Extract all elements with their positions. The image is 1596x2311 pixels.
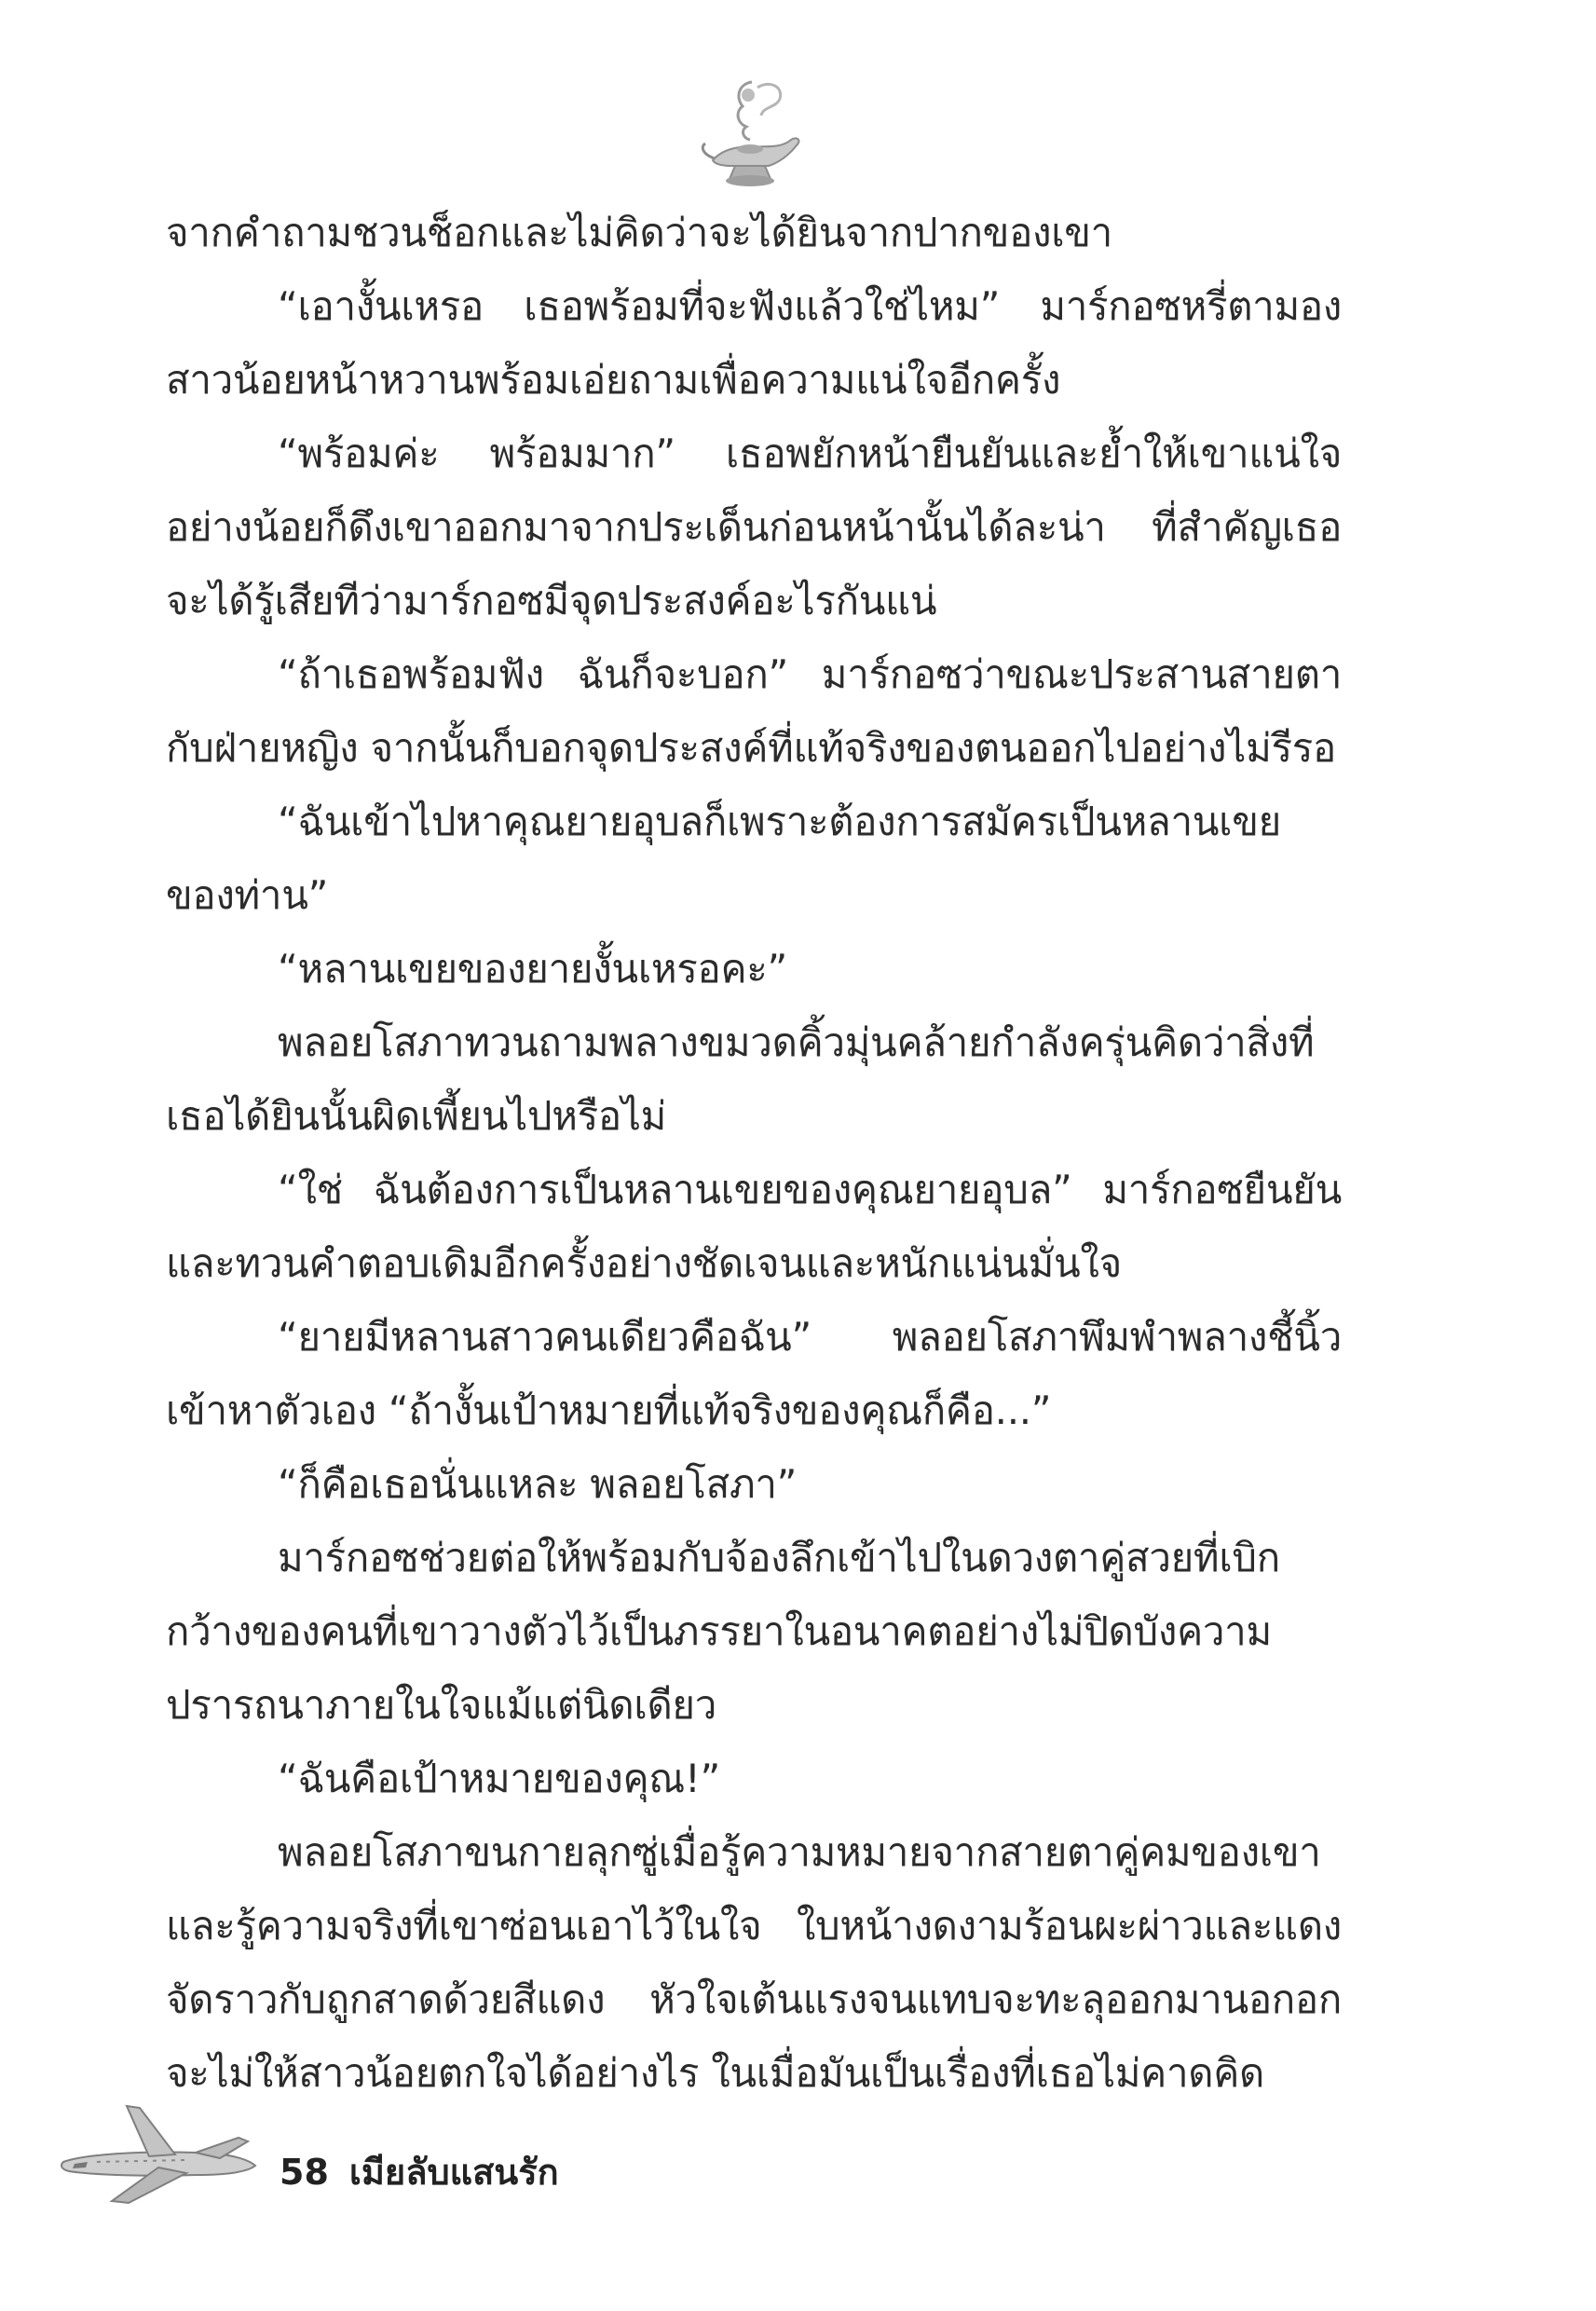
paragraph: “เอางั้นเหรอ เธอพร้อมที่จะฟังแล้วใช่ไหม” มาร์กอซหรี่ตามองสาวน้อยหน้าหวานพร้อมเอ่ยถามเพื่อความแน่ใจอีกครั้ง bbox=[166, 283, 1342, 403]
paragraph: พลอยโสภาขนกายลุกซู่เมื่อรู้ความหมายจากสายตาคู่คมของเขาและรู้ความจริงที่เขาซ่อนเอาไว้ในใจ ใบหน้างดงามร้อนผะผ่าวและแดงจัดราวกับถูกสาดด้วยสีแดง หัวใจเต้นแรงจนแทบจะทะลุออกมานอกอกจะไม่ให้สาวน้อยตกใจได้อย่างไร ในเมื่อมันเป็นเรื่องที่เธอไม่คาดคิด bbox=[166, 1829, 1342, 2096]
paragraph: “ฉันเข้าไปหาคุณยายอุบลก็เพราะต้องการสมัครเป็นหลานเขยของท่าน” bbox=[166, 799, 1281, 918]
paragraph: “ถ้าเธอพร้อมฟัง ฉันก็จะบอก” มาร์กอซว่าขณะประสานสายตากับฝ่ายหญิง จากนั้นก็บอกจุดประสงค์ที่แท้จริงของตนออกไปอย่างไม่รีรอ bbox=[166, 651, 1342, 771]
paragraph: “หลานเขยของยายงั้นเหรอคะ” bbox=[278, 946, 787, 991]
paragraph: “พร้อมค่ะ พร้อมมาก” เธอพยักหน้ายืนยันและย้ำให้เขาแน่ใจอย่างน้อยก็ดึงเขาออกมาจากประเด็นก่อนหน้านั้นได้ละน่า ที่สำคัญเธอจะได้รู้เสียทีว่ามาร์กอซมีจุดประสงค์อะไรกันแน่ bbox=[166, 431, 1342, 623]
page-number: 58 bbox=[280, 2152, 329, 2193]
paragraph: “ใช่ ฉันต้องการเป็นหลานเขยของคุณยายอุบล” มาร์กอซยืนยันและทวนคำตอบเดิมอีกครั้งอย่างชัดเจนและหนักแน่นมั่นใจ bbox=[166, 1167, 1342, 1286]
body-text bbox=[166, 196, 1342, 2110]
paragraph: “ยายมีหลานสาวคนเดียวคือฉัน” พลอยโสภาพึมพำพลางชี้นิ้วเข้าหาตัวเอง “ถ้างั้นเป้าหมายที่แท้จริงของคุณก็คือ...” bbox=[166, 1314, 1342, 1433]
paragraph: จากคำถามชวนช็อกและไม่คิดว่าจะได้ยินจากปากของเขา bbox=[166, 210, 1112, 255]
page-footer bbox=[56, 2097, 708, 2227]
paragraph: “ก็คือเธอนั่นแหละ พลอยโสภา” bbox=[278, 1461, 798, 1507]
genie-lamp-icon bbox=[694, 75, 806, 196]
paragraph: พลอยโสภาทวนถามพลางขมวดคิ้วมุ่นคล้ายกำลังครุ่นคิดว่าสิ่งที่เธอได้ยินนั้นผิดเพี้ยนไปหรือไม่ bbox=[166, 1019, 1315, 1139]
paragraph: มาร์กอซช่วยต่อให้พร้อมกับจ้องลึกเข้าไปในดวงตาคู่สวยที่เบิกกว้างของคนที่เขาวางตัวไว้เป็นภรรยาในอนาคตอย่างไม่ปิดบังความปรารถนาภายในใจแม้แต่นิดเดียว bbox=[166, 1535, 1280, 1728]
paragraph: “ฉันคือเป้าหมายของคุณ!” bbox=[278, 1756, 720, 1801]
airplane-icon bbox=[56, 2097, 270, 2208]
book-title: เมียลับแสนรัก bbox=[348, 2152, 559, 2193]
folio bbox=[280, 2143, 559, 2200]
